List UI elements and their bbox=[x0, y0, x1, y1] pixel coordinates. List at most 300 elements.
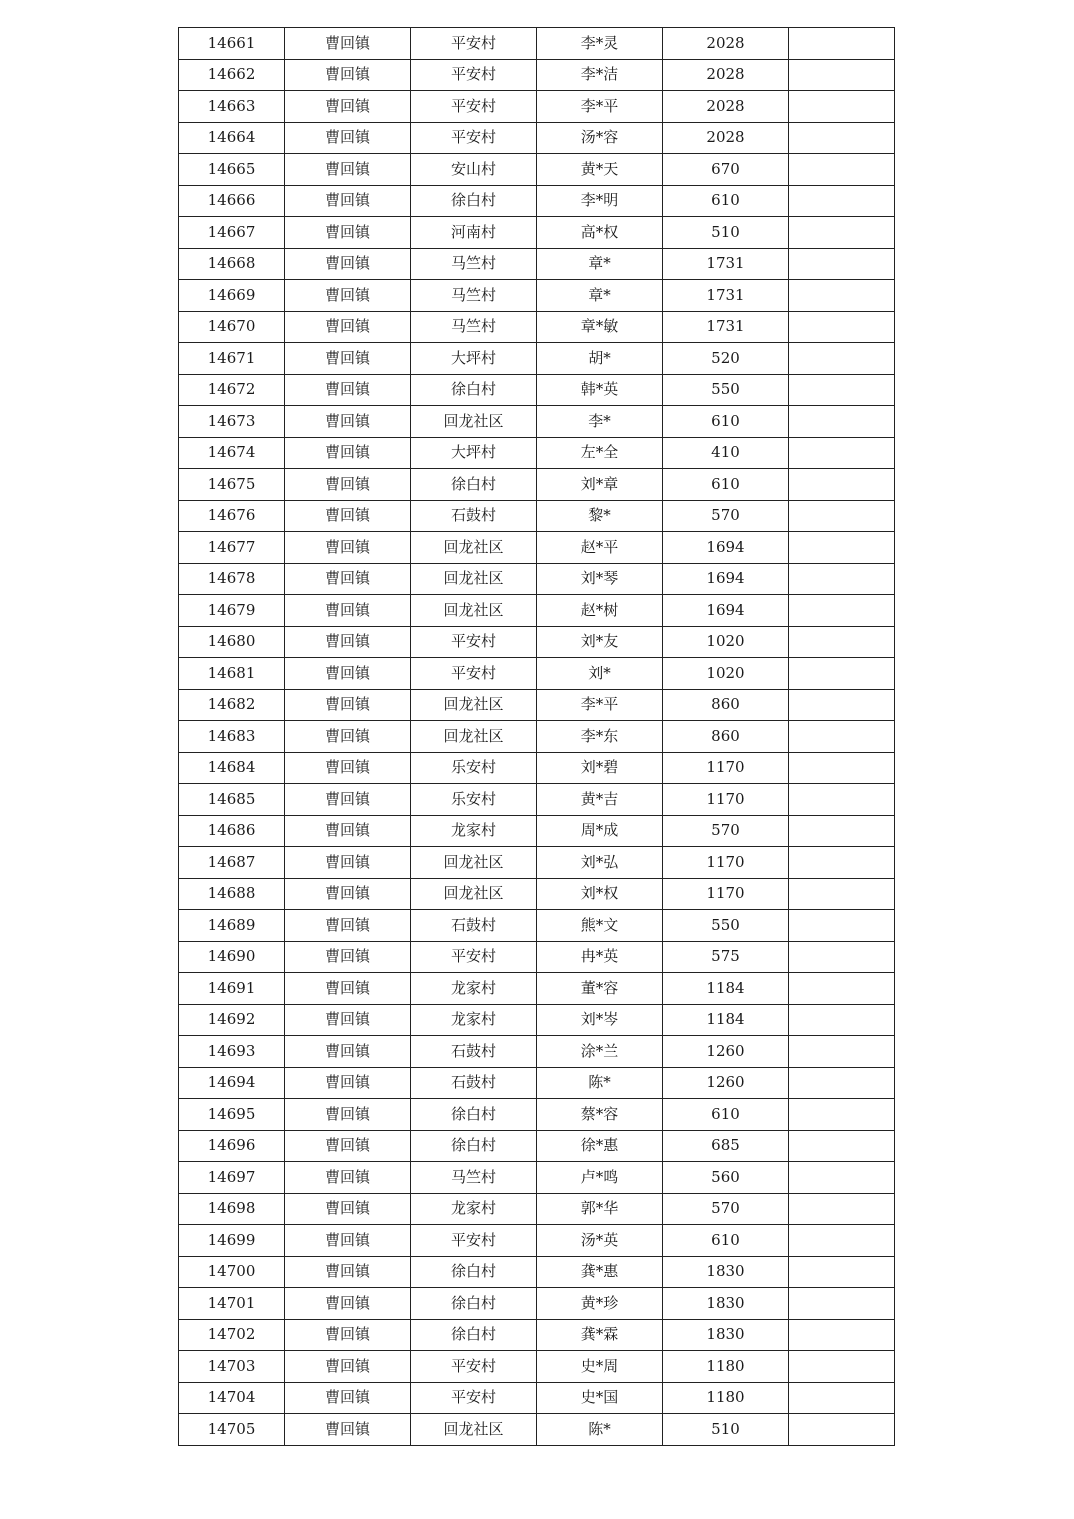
cell-town: 曹回镇 bbox=[285, 185, 411, 217]
cell-id: 14700 bbox=[179, 1256, 285, 1288]
cell-name: 章* bbox=[537, 280, 663, 312]
cell-town: 曹回镇 bbox=[285, 878, 411, 910]
cell-id: 14686 bbox=[179, 815, 285, 847]
cell-village: 石鼓村 bbox=[411, 910, 537, 942]
cell-amount: 2028 bbox=[663, 122, 789, 154]
table-row bbox=[179, 1036, 895, 1068]
cell-name: 卢*鸣 bbox=[537, 1162, 663, 1194]
cell-id: 14698 bbox=[179, 1193, 285, 1225]
cell-town: 曹回镇 bbox=[285, 500, 411, 532]
cell-amount: 570 bbox=[663, 1193, 789, 1225]
cell-amount: 1184 bbox=[663, 1004, 789, 1036]
cell-name: 汤*英 bbox=[537, 1225, 663, 1257]
cell-name: 黄*珍 bbox=[537, 1288, 663, 1320]
cell-id: 14683 bbox=[179, 721, 285, 753]
cell-name: 涂*兰 bbox=[537, 1036, 663, 1068]
cell-name: 陈* bbox=[537, 1067, 663, 1099]
cell-id: 14681 bbox=[179, 658, 285, 690]
cell-name: 章* bbox=[537, 248, 663, 280]
table-row bbox=[179, 910, 895, 942]
cell-name: 左*全 bbox=[537, 437, 663, 469]
cell-amount: 1020 bbox=[663, 626, 789, 658]
cell-town: 曹回镇 bbox=[285, 469, 411, 501]
table-row bbox=[179, 752, 895, 784]
cell-amount: 1830 bbox=[663, 1256, 789, 1288]
cell-remark bbox=[789, 941, 895, 973]
table-row bbox=[179, 1193, 895, 1225]
cell-remark bbox=[789, 343, 895, 375]
cell-amount: 2028 bbox=[663, 28, 789, 60]
table-row bbox=[179, 185, 895, 217]
table-row bbox=[179, 878, 895, 910]
cell-remark bbox=[789, 91, 895, 123]
cell-town: 曹回镇 bbox=[285, 1036, 411, 1068]
cell-id: 14694 bbox=[179, 1067, 285, 1099]
table-row bbox=[179, 532, 895, 564]
cell-remark bbox=[789, 563, 895, 595]
cell-name: 韩*英 bbox=[537, 374, 663, 406]
table-row bbox=[179, 154, 895, 186]
cell-name: 高*权 bbox=[537, 217, 663, 249]
cell-village: 石鼓村 bbox=[411, 1067, 537, 1099]
table-row bbox=[179, 847, 895, 879]
cell-village: 平安村 bbox=[411, 626, 537, 658]
cell-remark bbox=[789, 973, 895, 1005]
cell-amount: 510 bbox=[663, 1414, 789, 1446]
cell-amount: 1170 bbox=[663, 784, 789, 816]
cell-village: 平安村 bbox=[411, 91, 537, 123]
cell-amount: 1731 bbox=[663, 311, 789, 343]
cell-remark bbox=[789, 1256, 895, 1288]
cell-remark bbox=[789, 658, 895, 690]
table-row bbox=[179, 280, 895, 312]
cell-town: 曹回镇 bbox=[285, 658, 411, 690]
table-row bbox=[179, 1382, 895, 1414]
cell-amount: 1694 bbox=[663, 532, 789, 564]
cell-remark bbox=[789, 1382, 895, 1414]
cell-remark bbox=[789, 752, 895, 784]
cell-amount: 610 bbox=[663, 1099, 789, 1131]
cell-town: 曹回镇 bbox=[285, 280, 411, 312]
cell-amount: 1731 bbox=[663, 280, 789, 312]
cell-name: 胡* bbox=[537, 343, 663, 375]
cell-id: 14685 bbox=[179, 784, 285, 816]
cell-village: 徐白村 bbox=[411, 185, 537, 217]
cell-remark bbox=[789, 311, 895, 343]
cell-id: 14665 bbox=[179, 154, 285, 186]
table-row bbox=[179, 1004, 895, 1036]
cell-amount: 2028 bbox=[663, 91, 789, 123]
cell-id: 14680 bbox=[179, 626, 285, 658]
cell-id: 14662 bbox=[179, 59, 285, 91]
cell-name: 章*敏 bbox=[537, 311, 663, 343]
table-row bbox=[179, 1256, 895, 1288]
cell-village: 平安村 bbox=[411, 59, 537, 91]
cell-name: 李*平 bbox=[537, 91, 663, 123]
cell-amount: 1180 bbox=[663, 1382, 789, 1414]
cell-amount: 575 bbox=[663, 941, 789, 973]
cell-town: 曹回镇 bbox=[285, 122, 411, 154]
cell-town: 曹回镇 bbox=[285, 563, 411, 595]
cell-name: 刘*章 bbox=[537, 469, 663, 501]
cell-village: 乐安村 bbox=[411, 752, 537, 784]
table-row bbox=[179, 626, 895, 658]
table-row bbox=[179, 1067, 895, 1099]
cell-remark bbox=[789, 406, 895, 438]
cell-amount: 510 bbox=[663, 217, 789, 249]
cell-town: 曹回镇 bbox=[285, 595, 411, 627]
cell-town: 曹回镇 bbox=[285, 721, 411, 753]
cell-town: 曹回镇 bbox=[285, 1382, 411, 1414]
cell-remark bbox=[789, 1004, 895, 1036]
cell-village: 大坪村 bbox=[411, 343, 537, 375]
cell-remark bbox=[789, 217, 895, 249]
cell-village: 马竺村 bbox=[411, 1162, 537, 1194]
cell-village: 回龙社区 bbox=[411, 532, 537, 564]
cell-remark bbox=[789, 532, 895, 564]
cell-amount: 570 bbox=[663, 500, 789, 532]
cell-amount: 860 bbox=[663, 689, 789, 721]
cell-remark bbox=[789, 437, 895, 469]
cell-id: 14670 bbox=[179, 311, 285, 343]
cell-town: 曹回镇 bbox=[285, 374, 411, 406]
table-row bbox=[179, 1162, 895, 1194]
cell-village: 回龙社区 bbox=[411, 563, 537, 595]
cell-amount: 410 bbox=[663, 437, 789, 469]
cell-amount: 1020 bbox=[663, 658, 789, 690]
table-row bbox=[179, 1351, 895, 1383]
cell-amount: 670 bbox=[663, 154, 789, 186]
cell-village: 徐白村 bbox=[411, 374, 537, 406]
cell-town: 曹回镇 bbox=[285, 941, 411, 973]
cell-village: 马竺村 bbox=[411, 280, 537, 312]
cell-id: 14674 bbox=[179, 437, 285, 469]
cell-remark bbox=[789, 595, 895, 627]
cell-amount: 1694 bbox=[663, 595, 789, 627]
cell-name: 汤*容 bbox=[537, 122, 663, 154]
cell-town: 曹回镇 bbox=[285, 626, 411, 658]
cell-id: 14675 bbox=[179, 469, 285, 501]
cell-village: 平安村 bbox=[411, 1351, 537, 1383]
cell-remark bbox=[789, 1036, 895, 1068]
cell-village: 马竺村 bbox=[411, 248, 537, 280]
cell-town: 曹回镇 bbox=[285, 847, 411, 879]
cell-town: 曹回镇 bbox=[285, 815, 411, 847]
table-row bbox=[179, 500, 895, 532]
cell-amount: 1694 bbox=[663, 563, 789, 595]
cell-town: 曹回镇 bbox=[285, 784, 411, 816]
cell-name: 史*国 bbox=[537, 1382, 663, 1414]
cell-id: 14679 bbox=[179, 595, 285, 627]
cell-remark bbox=[789, 28, 895, 60]
cell-name: 李*灵 bbox=[537, 28, 663, 60]
cell-town: 曹回镇 bbox=[285, 910, 411, 942]
cell-village: 平安村 bbox=[411, 658, 537, 690]
cell-amount: 610 bbox=[663, 185, 789, 217]
cell-remark bbox=[789, 1099, 895, 1131]
cell-remark bbox=[789, 784, 895, 816]
cell-amount: 1170 bbox=[663, 847, 789, 879]
cell-id: 14701 bbox=[179, 1288, 285, 1320]
cell-id: 14667 bbox=[179, 217, 285, 249]
table-row bbox=[179, 689, 895, 721]
cell-village: 龙家村 bbox=[411, 815, 537, 847]
records-table-body bbox=[179, 28, 895, 1446]
cell-village: 回龙社区 bbox=[411, 595, 537, 627]
cell-name: 李*东 bbox=[537, 721, 663, 753]
cell-remark bbox=[789, 1067, 895, 1099]
cell-town: 曹回镇 bbox=[285, 1193, 411, 1225]
cell-id: 14691 bbox=[179, 973, 285, 1005]
cell-id: 14703 bbox=[179, 1351, 285, 1383]
cell-name: 熊*文 bbox=[537, 910, 663, 942]
cell-town: 曹回镇 bbox=[285, 248, 411, 280]
cell-id: 14678 bbox=[179, 563, 285, 595]
cell-name: 刘*碧 bbox=[537, 752, 663, 784]
cell-name: 刘*权 bbox=[537, 878, 663, 910]
cell-village: 回龙社区 bbox=[411, 878, 537, 910]
table-row bbox=[179, 469, 895, 501]
cell-remark bbox=[789, 280, 895, 312]
cell-village: 马竺村 bbox=[411, 311, 537, 343]
cell-amount: 860 bbox=[663, 721, 789, 753]
cell-id: 14705 bbox=[179, 1414, 285, 1446]
cell-village: 回龙社区 bbox=[411, 721, 537, 753]
cell-remark bbox=[789, 878, 895, 910]
cell-village: 乐安村 bbox=[411, 784, 537, 816]
cell-name: 刘*岑 bbox=[537, 1004, 663, 1036]
cell-village: 平安村 bbox=[411, 1382, 537, 1414]
cell-name: 刘* bbox=[537, 658, 663, 690]
table-row bbox=[179, 311, 895, 343]
table-row bbox=[179, 815, 895, 847]
cell-name: 李*明 bbox=[537, 185, 663, 217]
cell-amount: 550 bbox=[663, 910, 789, 942]
cell-remark bbox=[789, 1414, 895, 1446]
cell-village: 回龙社区 bbox=[411, 689, 537, 721]
cell-id: 14684 bbox=[179, 752, 285, 784]
cell-village: 安山村 bbox=[411, 154, 537, 186]
cell-id: 14696 bbox=[179, 1130, 285, 1162]
table-row bbox=[179, 595, 895, 627]
cell-amount: 570 bbox=[663, 815, 789, 847]
cell-name: 郭*华 bbox=[537, 1193, 663, 1225]
cell-village: 石鼓村 bbox=[411, 500, 537, 532]
cell-town: 曹回镇 bbox=[285, 406, 411, 438]
cell-amount: 1170 bbox=[663, 878, 789, 910]
cell-amount: 685 bbox=[663, 1130, 789, 1162]
cell-remark bbox=[789, 847, 895, 879]
cell-remark bbox=[789, 1162, 895, 1194]
cell-amount: 1260 bbox=[663, 1036, 789, 1068]
table-row bbox=[179, 217, 895, 249]
cell-id: 14690 bbox=[179, 941, 285, 973]
cell-name: 蔡*容 bbox=[537, 1099, 663, 1131]
cell-amount: 560 bbox=[663, 1162, 789, 1194]
cell-town: 曹回镇 bbox=[285, 1351, 411, 1383]
cell-town: 曹回镇 bbox=[285, 532, 411, 564]
cell-town: 曹回镇 bbox=[285, 1225, 411, 1257]
cell-town: 曹回镇 bbox=[285, 437, 411, 469]
cell-remark bbox=[789, 248, 895, 280]
table-row bbox=[179, 437, 895, 469]
table-row bbox=[179, 59, 895, 91]
cell-name: 龚*霖 bbox=[537, 1319, 663, 1351]
table-row bbox=[179, 374, 895, 406]
cell-id: 14677 bbox=[179, 532, 285, 564]
cell-amount: 2028 bbox=[663, 59, 789, 91]
cell-village: 平安村 bbox=[411, 28, 537, 60]
cell-remark bbox=[789, 374, 895, 406]
cell-id: 14699 bbox=[179, 1225, 285, 1257]
cell-village: 平安村 bbox=[411, 1225, 537, 1257]
table-row bbox=[179, 563, 895, 595]
cell-village: 大坪村 bbox=[411, 437, 537, 469]
cell-id: 14697 bbox=[179, 1162, 285, 1194]
table-row bbox=[179, 1130, 895, 1162]
cell-town: 曹回镇 bbox=[285, 217, 411, 249]
cell-village: 徐白村 bbox=[411, 1130, 537, 1162]
cell-id: 14687 bbox=[179, 847, 285, 879]
table-row bbox=[179, 1099, 895, 1131]
cell-town: 曹回镇 bbox=[285, 1130, 411, 1162]
cell-id: 14661 bbox=[179, 28, 285, 60]
cell-name: 史*周 bbox=[537, 1351, 663, 1383]
cell-remark bbox=[789, 1193, 895, 1225]
cell-village: 平安村 bbox=[411, 122, 537, 154]
table-row bbox=[179, 941, 895, 973]
table-row bbox=[179, 1414, 895, 1446]
cell-name: 赵*平 bbox=[537, 532, 663, 564]
cell-id: 14692 bbox=[179, 1004, 285, 1036]
cell-village: 平安村 bbox=[411, 941, 537, 973]
cell-name: 陈* bbox=[537, 1414, 663, 1446]
cell-id: 14689 bbox=[179, 910, 285, 942]
cell-town: 曹回镇 bbox=[285, 1004, 411, 1036]
cell-village: 徐白村 bbox=[411, 1099, 537, 1131]
cell-name: 黄*天 bbox=[537, 154, 663, 186]
table-row bbox=[179, 721, 895, 753]
cell-name: 李*平 bbox=[537, 689, 663, 721]
cell-village: 徐白村 bbox=[411, 469, 537, 501]
cell-name: 董*容 bbox=[537, 973, 663, 1005]
cell-name: 黎* bbox=[537, 500, 663, 532]
cell-town: 曹回镇 bbox=[285, 1099, 411, 1131]
cell-village: 徐白村 bbox=[411, 1319, 537, 1351]
cell-town: 曹回镇 bbox=[285, 311, 411, 343]
cell-amount: 610 bbox=[663, 1225, 789, 1257]
cell-village: 龙家村 bbox=[411, 973, 537, 1005]
table-row bbox=[179, 658, 895, 690]
cell-amount: 1731 bbox=[663, 248, 789, 280]
cell-town: 曹回镇 bbox=[285, 1319, 411, 1351]
table-row bbox=[179, 28, 895, 60]
cell-village: 龙家村 bbox=[411, 1004, 537, 1036]
cell-id: 14693 bbox=[179, 1036, 285, 1068]
table-row bbox=[179, 1319, 895, 1351]
cell-name: 李* bbox=[537, 406, 663, 438]
cell-amount: 1180 bbox=[663, 1351, 789, 1383]
cell-town: 曹回镇 bbox=[285, 91, 411, 123]
cell-remark bbox=[789, 721, 895, 753]
cell-id: 14666 bbox=[179, 185, 285, 217]
cell-remark bbox=[789, 1288, 895, 1320]
cell-id: 14704 bbox=[179, 1382, 285, 1414]
cell-name: 冉*英 bbox=[537, 941, 663, 973]
table-row bbox=[179, 122, 895, 154]
cell-remark bbox=[789, 122, 895, 154]
cell-name: 刘*琴 bbox=[537, 563, 663, 595]
cell-remark bbox=[789, 689, 895, 721]
cell-town: 曹回镇 bbox=[285, 689, 411, 721]
table-row bbox=[179, 343, 895, 375]
table-row bbox=[179, 973, 895, 1005]
cell-id: 14664 bbox=[179, 122, 285, 154]
table-row bbox=[179, 1288, 895, 1320]
table-row bbox=[179, 406, 895, 438]
cell-village: 石鼓村 bbox=[411, 1036, 537, 1068]
cell-town: 曹回镇 bbox=[285, 154, 411, 186]
table-row bbox=[179, 248, 895, 280]
records-table bbox=[178, 27, 895, 1446]
cell-amount: 520 bbox=[663, 343, 789, 375]
cell-id: 14671 bbox=[179, 343, 285, 375]
cell-id: 14676 bbox=[179, 500, 285, 532]
table-row bbox=[179, 784, 895, 816]
cell-village: 徐白村 bbox=[411, 1288, 537, 1320]
cell-id: 14702 bbox=[179, 1319, 285, 1351]
cell-town: 曹回镇 bbox=[285, 1067, 411, 1099]
cell-id: 14682 bbox=[179, 689, 285, 721]
cell-remark bbox=[789, 626, 895, 658]
cell-village: 回龙社区 bbox=[411, 847, 537, 879]
cell-id: 14668 bbox=[179, 248, 285, 280]
cell-town: 曹回镇 bbox=[285, 973, 411, 1005]
cell-remark bbox=[789, 1351, 895, 1383]
cell-name: 龚*惠 bbox=[537, 1256, 663, 1288]
cell-village: 河南村 bbox=[411, 217, 537, 249]
cell-village: 龙家村 bbox=[411, 1193, 537, 1225]
cell-town: 曹回镇 bbox=[285, 1288, 411, 1320]
table-row bbox=[179, 91, 895, 123]
cell-amount: 1184 bbox=[663, 973, 789, 1005]
cell-id: 14695 bbox=[179, 1099, 285, 1131]
cell-town: 曹回镇 bbox=[285, 1414, 411, 1446]
cell-id: 14673 bbox=[179, 406, 285, 438]
cell-village: 回龙社区 bbox=[411, 406, 537, 438]
cell-name: 徐*惠 bbox=[537, 1130, 663, 1162]
cell-name: 刘*友 bbox=[537, 626, 663, 658]
cell-town: 曹回镇 bbox=[285, 1162, 411, 1194]
cell-town: 曹回镇 bbox=[285, 28, 411, 60]
cell-town: 曹回镇 bbox=[285, 752, 411, 784]
cell-amount: 610 bbox=[663, 406, 789, 438]
cell-village: 回龙社区 bbox=[411, 1414, 537, 1446]
cell-id: 14688 bbox=[179, 878, 285, 910]
cell-id: 14663 bbox=[179, 91, 285, 123]
cell-remark bbox=[789, 185, 895, 217]
cell-amount: 1170 bbox=[663, 752, 789, 784]
cell-village: 徐白村 bbox=[411, 1256, 537, 1288]
table-row bbox=[179, 1225, 895, 1257]
cell-amount: 550 bbox=[663, 374, 789, 406]
cell-name: 周*成 bbox=[537, 815, 663, 847]
cell-name: 李*洁 bbox=[537, 59, 663, 91]
cell-remark bbox=[789, 1225, 895, 1257]
cell-amount: 610 bbox=[663, 469, 789, 501]
cell-remark bbox=[789, 1319, 895, 1351]
cell-town: 曹回镇 bbox=[285, 59, 411, 91]
